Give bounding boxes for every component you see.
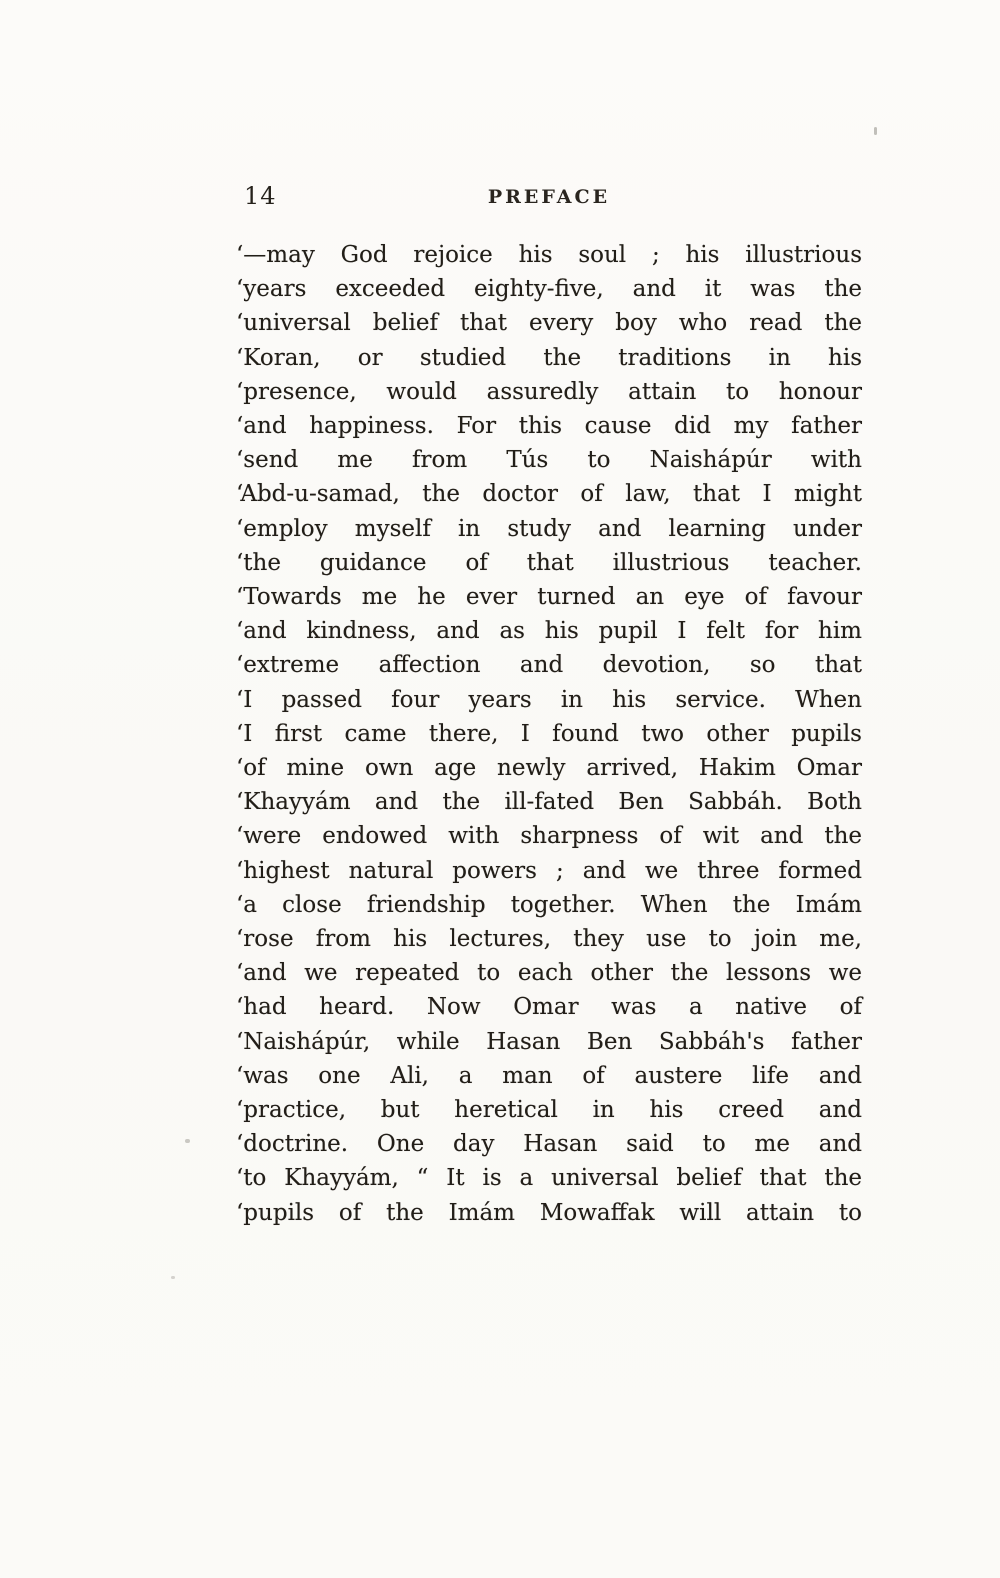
text-line: ‘highest natural powers ; and we three formed (236, 857, 862, 884)
text-line: ‘Abd-u-samad, the doctor of law, that I might (236, 481, 862, 508)
text-line: ‘a close friendship together. When the Imám (236, 891, 862, 918)
text-line: ‘extreme affection and devotion, so that (236, 652, 862, 679)
text-line: ‘—may God rejoice his soul ; his illustrious (236, 242, 862, 268)
scan-speck (171, 1276, 175, 1279)
text-line: ‘and kindness, and as his pupil I felt for him (236, 618, 862, 645)
text-line: ‘pupils of the Imám Mowaffak will attain to (236, 1199, 862, 1226)
text-line: ‘I passed four years in his service. When (236, 686, 862, 713)
text-line: ‘had heard. Now Omar was a native of (236, 994, 862, 1021)
text-line: ‘Khayyám and the ill-fated Ben Sabbáh. Both (236, 789, 862, 816)
text-line: ‘universal belief that every boy who read the (236, 310, 862, 337)
text-line: ‘were endowed with sharpness of wit and the (236, 823, 862, 850)
page-header (236, 182, 862, 216)
text-line: ‘presence, would assuredly attain to honour (236, 378, 862, 405)
text-line: ‘the guidance of that illustrious teacher. (236, 549, 862, 576)
text-line: ‘and we repeated to each other the lessons we (236, 960, 862, 987)
text-line: ‘Naishápúr, while Hasan Ben Sabbáh's father (236, 1028, 862, 1055)
text-line: ‘doctrine. One day Hasan said to me and (236, 1131, 862, 1158)
text-line: ‘years exceeded eighty-five, and it was the (236, 276, 862, 303)
text-line: ‘Koran, or studied the traditions in his (236, 344, 862, 371)
text-line: ‘of mine own age newly arrived, Hakim Omar (236, 755, 862, 782)
text-line: ‘Towards me he ever turned an eye of favour (236, 584, 862, 611)
page-body (236, 238, 862, 1230)
text-line: ‘I first came there, I found two other pupils (236, 720, 862, 747)
scan-speck (185, 1139, 190, 1143)
running-title: PREFACE (487, 186, 611, 208)
text-line: ‘employ myself in study and learning under (236, 515, 862, 542)
text-line: ‘was one Ali, a man of austere life and (236, 1062, 862, 1089)
text-line: ‘practice, but heretical in his creed and (236, 1097, 862, 1124)
text-line: ‘and happiness. For this cause did my father (236, 413, 862, 440)
text-line: ‘to Khayyám, “ It is a universal belief that the (236, 1165, 862, 1192)
text-line: ‘rose from his lectures, they use to join me, (236, 926, 862, 953)
scan-speck (874, 127, 877, 135)
text-line: ‘send me from Tús to Naishápúr with (236, 447, 862, 474)
page-number: 14 (244, 182, 277, 210)
